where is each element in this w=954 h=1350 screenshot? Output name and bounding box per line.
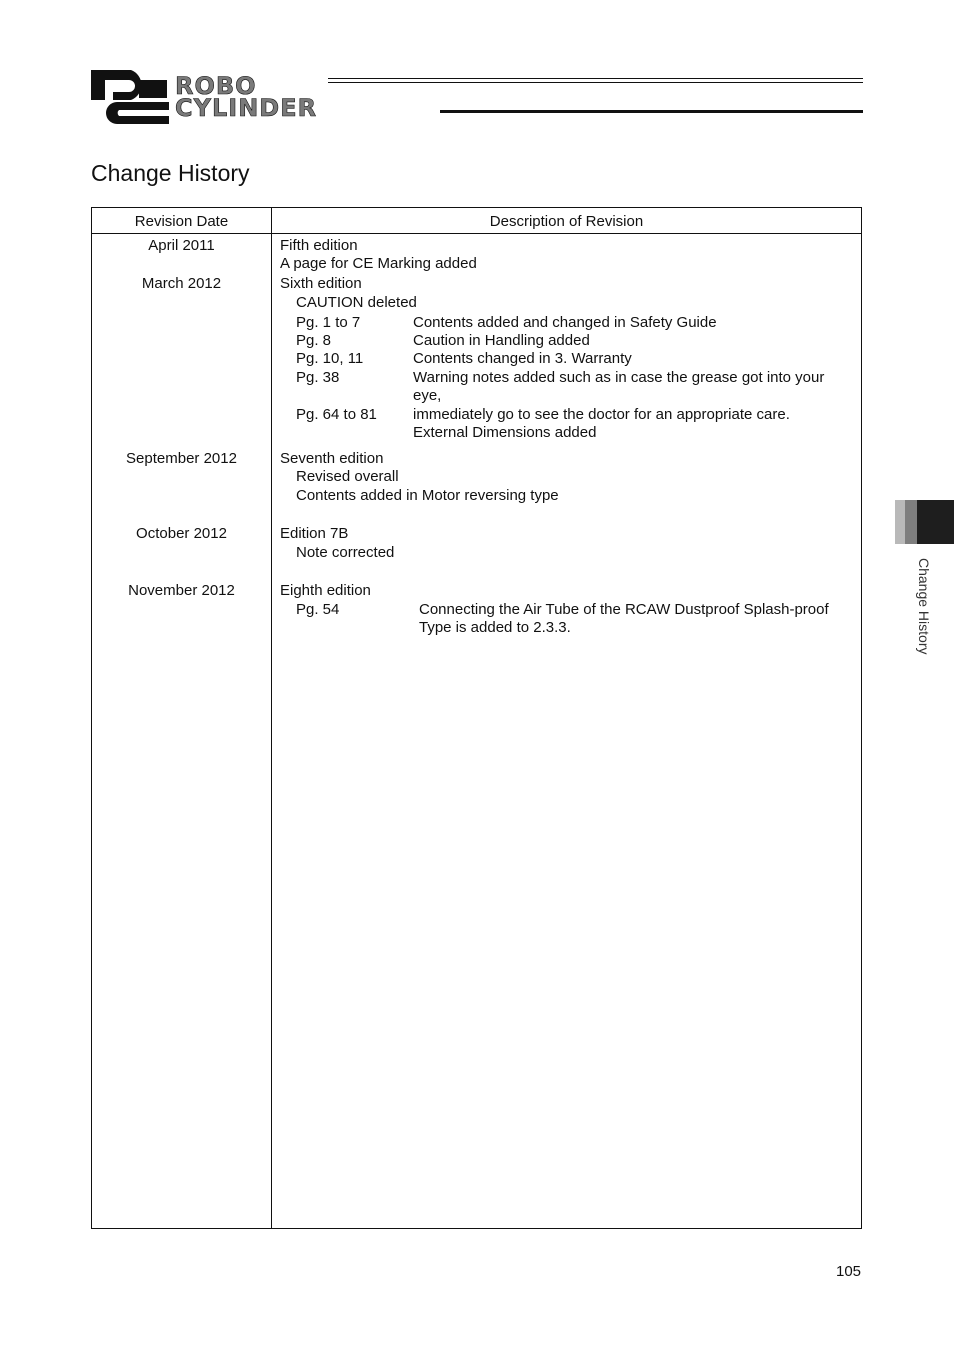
page-ref: Pg. 64 to 81 xyxy=(296,406,377,423)
tab-stripe-dark xyxy=(917,500,954,544)
side-tab-label: Change History xyxy=(916,558,932,655)
column-divider xyxy=(271,208,272,1228)
row-desc-line: A page for CE Marking added xyxy=(280,255,477,272)
logo-text-cylinder: CYLINDER xyxy=(175,94,318,122)
page-ref: Pg. 38 xyxy=(296,369,340,386)
row-date: November 2012 xyxy=(128,582,235,599)
row-desc-line: Revised overall xyxy=(296,468,399,485)
tab-stripe-mid xyxy=(905,500,917,544)
row-desc-line: CAUTION deleted xyxy=(296,294,417,311)
page-ref-text: Contents changed in 3. Warranty xyxy=(413,350,632,367)
page-ref-text: Warning notes added such as in case the grease got into your xyxy=(413,369,825,386)
row-desc-line: Edition 7B xyxy=(280,525,349,542)
header-divider xyxy=(92,233,861,234)
logo-rule-top xyxy=(328,78,863,79)
page-title: Change History xyxy=(91,160,250,186)
header-description: Description of Revision xyxy=(489,213,644,230)
logo-rule-bottom xyxy=(440,110,863,113)
row-desc-line: Note corrected xyxy=(296,544,395,561)
header-revision-date: Revision Date xyxy=(134,213,229,230)
page-ref: Pg. 54 xyxy=(296,601,340,618)
page-ref-text: Contents added and changed in Safety Guide xyxy=(413,314,717,331)
row-desc-line: Eighth edition xyxy=(280,582,371,599)
rc-logo-icon xyxy=(91,70,171,124)
page-ref-text: Type is added to 2.3.3. xyxy=(419,619,571,636)
page-ref: Pg. 8 xyxy=(296,332,332,349)
row-desc-line: Contents added in Motor reversing type xyxy=(296,487,559,504)
tab-stripe-light xyxy=(895,500,905,544)
page-ref-text: Caution in Handling added xyxy=(413,332,590,349)
page-ref: Pg. 10, 11 xyxy=(296,350,364,367)
row-date: September 2012 xyxy=(126,450,237,467)
page-ref-text: immediately go to see the doctor for an appropriate care. xyxy=(413,406,790,423)
page-ref: Pg. 1 to 7 xyxy=(296,314,361,331)
robo-cylinder-logo xyxy=(91,70,863,124)
row-date: April 2011 xyxy=(148,237,215,254)
row-desc-line: Fifth edition xyxy=(280,237,358,254)
logo-text-robo: ROBO xyxy=(175,72,257,100)
row-desc-line: Sixth edition xyxy=(280,275,362,292)
page-ref-text: eye, xyxy=(413,387,442,404)
change-history-table xyxy=(91,207,862,1229)
row-date: March 2012 xyxy=(141,275,222,292)
row-desc-line: Seventh edition xyxy=(280,450,384,467)
logo-rule-top-2 xyxy=(328,82,863,83)
page-ref-text: External Dimensions added xyxy=(413,424,597,441)
page-number: 105 xyxy=(836,1263,862,1280)
chapter-side-tab xyxy=(895,500,954,544)
page-ref-text: Connecting the Air Tube of the RCAW Dustproof Splash-proof xyxy=(419,601,829,618)
row-date: October 2012 xyxy=(136,525,227,542)
